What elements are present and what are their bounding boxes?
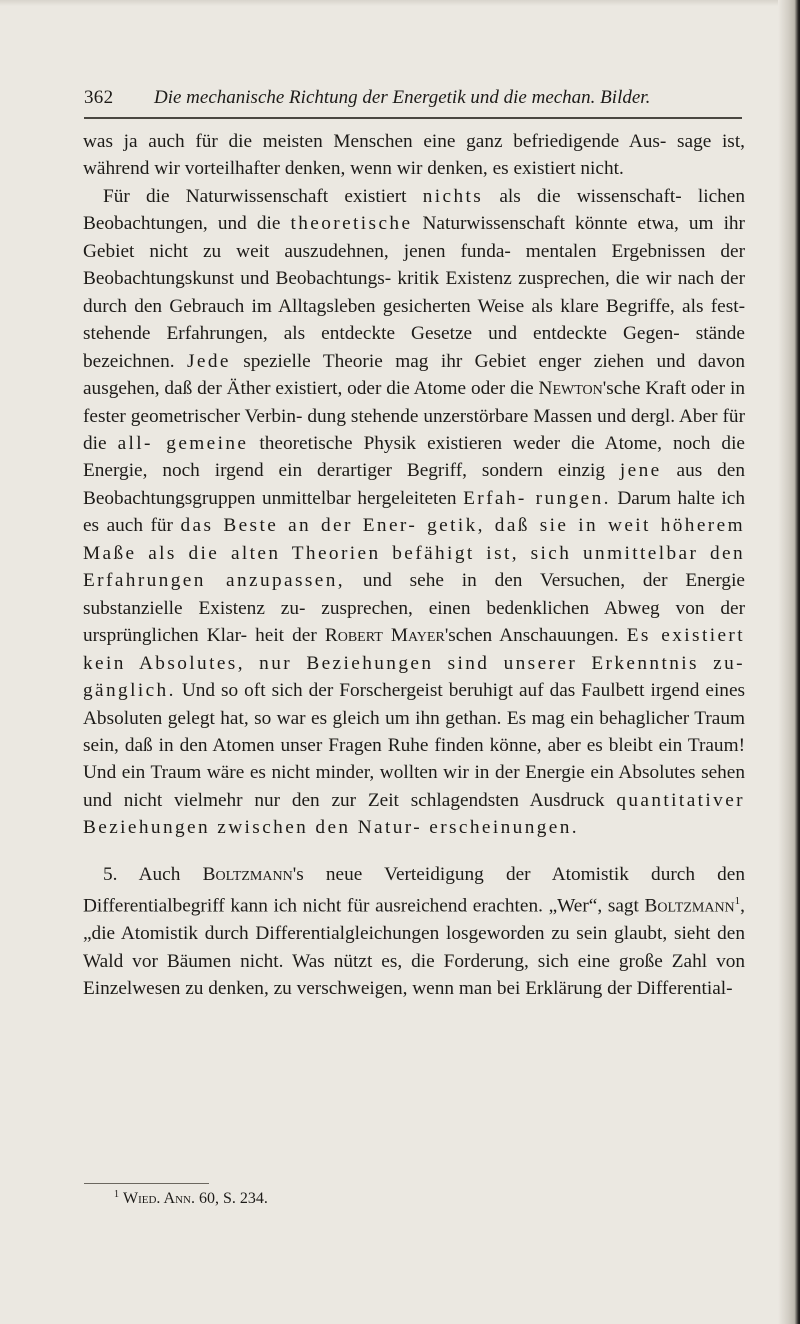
paragraph-2 <box>83 183 745 842</box>
text-run: , „die Atomistik durch Differentialgleichungen losgeworden zu sein glaubt, sieht den Wald vor Bäumen nicht. Was nützt es, die Forderung, sich eine große Zahl von Einzelwesen zu denken, zu verschweigen, wenn man bei Erklärung der Differential- <box>83 895 745 1000</box>
paragraph-section-5 <box>83 861 745 1003</box>
paragraph-1: was ja auch für die meisten Menschen eine ganz befriedigende Aus- sage ist, während wir vorteilhafter denken, wenn wir denken, es existiert nicht. <box>83 131 745 180</box>
text-run: als die wissenschaft- lichen Beobachtungen, und die <box>83 185 745 235</box>
emphasis-spaced: das Beste an der Ener- getik, daß sie in weit höherem Maße als die alten Theorien befähigt ist, sich unmittelbar den Erfahrungen anzupassen, <box>83 515 745 592</box>
page-number: 362 <box>84 87 114 108</box>
text-run: theoretische Physik existieren weder die Atome, noch die Energie, noch irgend ein derartiger Begriff, sondern einzig <box>83 432 745 482</box>
text-run: und sehe in den Versuchen, der Energie substanzielle Existenz zu- zusprechen, einen bedenklichen Abweg von der ursprünglichen Klar- heit der <box>83 570 745 647</box>
text-run: Und so oft sich der Forschergeist beruhigt auf das Faulbett irgend eines Absoluten gelegt hat, so war es gleich um ihn gethan. Es mag ein behaglicher Traum sein, daß in den Atomen unser Fragen Ruhe finden könne, aber es bleibt ein Traum! Und ein Traum wäre es nicht minder, wollten wir in der Energie ein Absolutes sehen und nicht vielmehr nur den zur Zeit schlagendsten Ausdruck <box>83 680 746 811</box>
text-run: spezielle Theorie mag ihr Gebiet enger ziehen und davon ausgehen, daß der Äther existiert, oder die Atome oder die <box>83 350 745 400</box>
text-run: Naturwissenschaft könnte etwa, um ihr Gebiet nicht zu weit auszudehnen, jenen funda- mentalen Ergebnissen der Beobachtungskunst und Beobachtungs- kritik Existenz zusprechen, die wir nach der durch den Gebrauch im Alltagsleben gesicherten Weise als klare Begriffe, als fest- stehende Erfahrungen, als entdeckte Gesetze und entdeckte Gegen- stände bezeichnen. <box>83 213 745 372</box>
text-run: 'schen Anschauungen. <box>444 625 619 647</box>
header-rule <box>84 117 742 119</box>
footnote-reference[interactable]: 1 <box>734 895 741 908</box>
name-small-caps: Boltzmann <box>202 863 293 885</box>
footnote <box>114 1189 268 1208</box>
text-run: aus den Beobachtungsgruppen unmittelbar hergeleiteten <box>83 460 745 509</box>
emphasis-spaced: Erfah- rungen. <box>463 487 611 509</box>
text-run: 5. Auch <box>103 863 181 885</box>
name-small-caps: Newton <box>538 378 603 400</box>
emphasis-spaced: jene <box>619 460 662 482</box>
page-header <box>84 87 744 113</box>
name-small-caps: Robert Mayer <box>324 625 445 647</box>
name-small-caps: Boltzmann <box>644 895 735 917</box>
emphasis-spaced: all- gemeine <box>117 432 249 454</box>
body-text <box>83 128 745 1002</box>
running-head: Die mechanische Richtung der Energetik und die mechan. Bilder. <box>154 87 651 108</box>
emphasis-spaced: Es existiert kein Absolutes, nur Beziehungen sind unserer Erkenntnis zu- gänglich. <box>83 625 745 702</box>
text-run: 's neue Verteidigung der Atomistik durch den Differentialbegriff kann ich nicht für ausreichend erachten. „Wer“, sagt <box>83 863 746 917</box>
text-run: Darum halte ich es auch für <box>83 487 745 537</box>
emphasis-spaced: nichts <box>422 185 484 207</box>
footnote-text: Wied. Ann. 60, S. 234. <box>123 1190 268 1207</box>
text-run: 'sche Kraft oder in fester geometrischer Verbin- dung stehende unzerstörbare Massen und dergl. Aber für die <box>83 378 746 454</box>
scan-edge-right <box>778 0 800 1324</box>
text-run: Für die Naturwissenschaft existiert <box>103 185 407 207</box>
footnote-separator <box>84 1183 209 1184</box>
scan-edge-top <box>0 0 800 6</box>
emphasis-spaced: theoretische <box>290 213 413 235</box>
emphasis-spaced: quantitativer Beziehungen zwischen den Natur- erscheinungen. <box>83 789 745 839</box>
emphasis-spaced: Jede <box>186 350 231 372</box>
footnote-marker: 1 <box>114 1189 119 1200</box>
